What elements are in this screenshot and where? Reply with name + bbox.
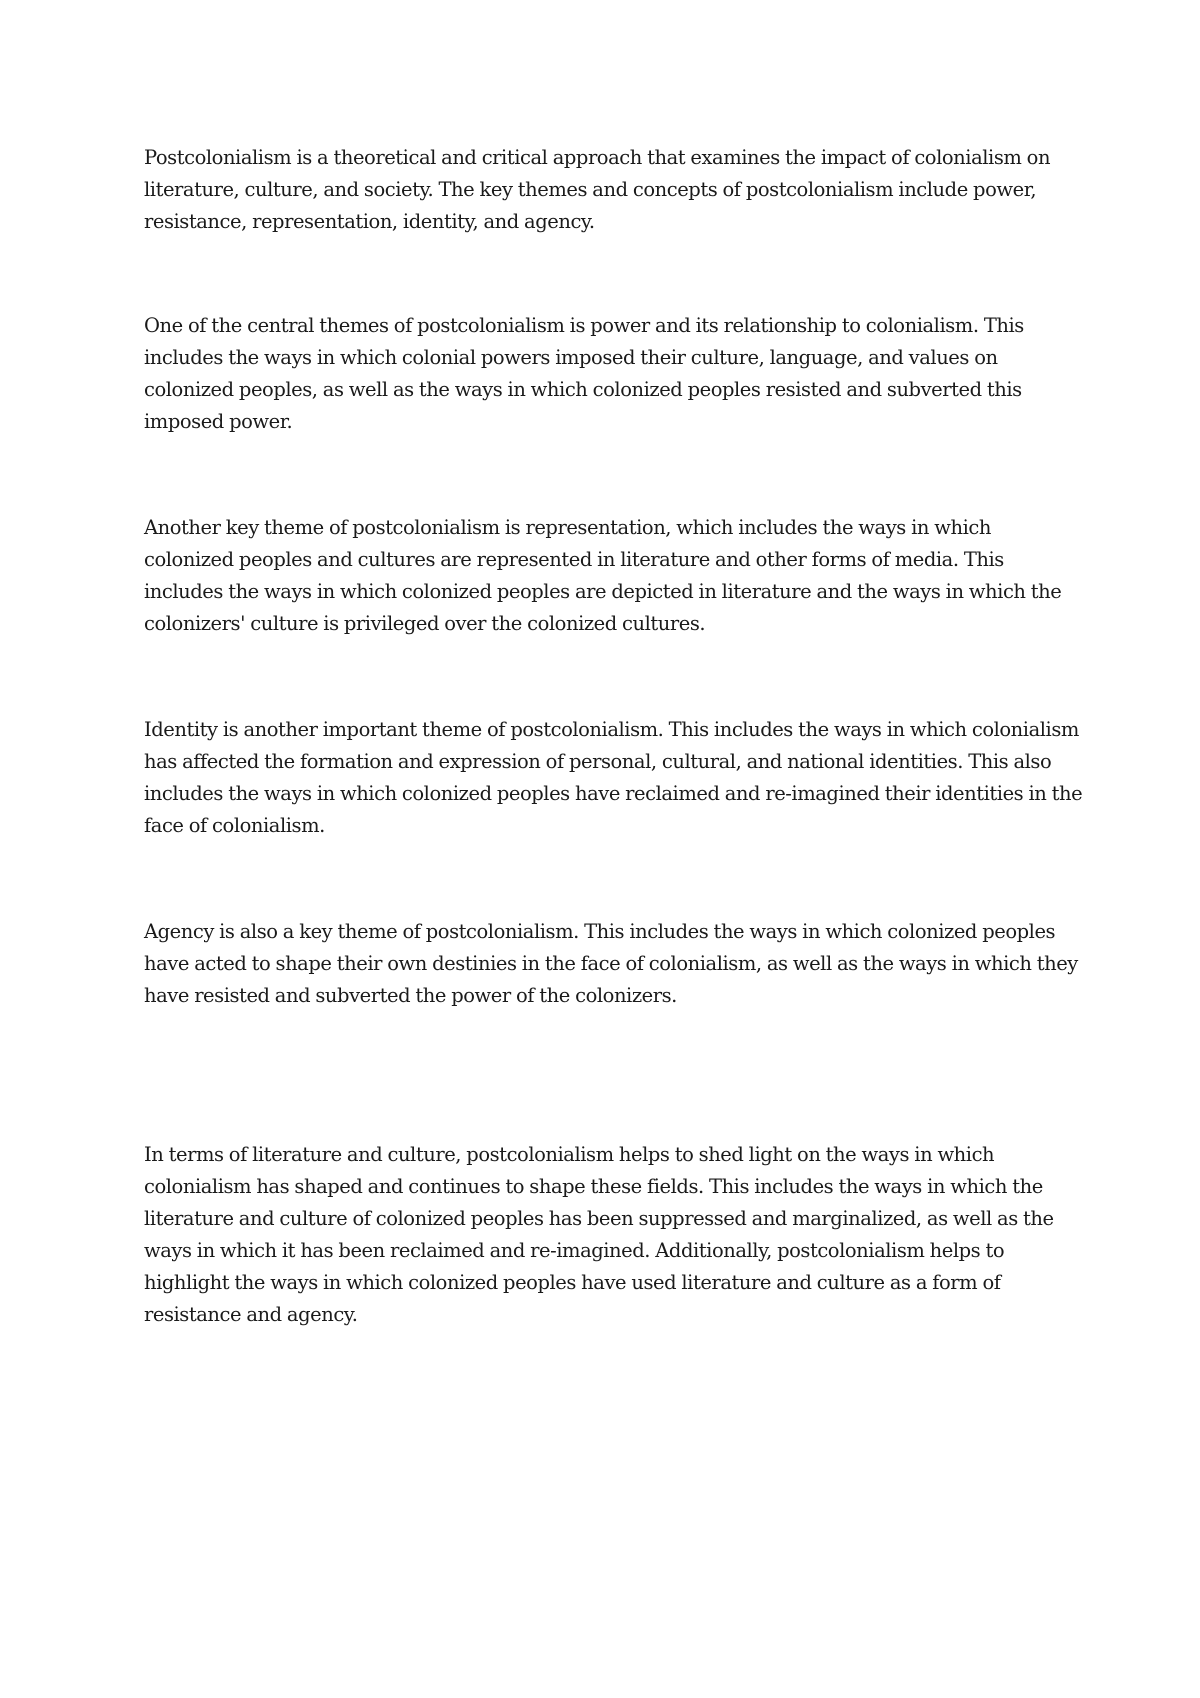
paragraph-agency: Agency is also a key theme of postcolonialism. This includes the ways in which colonized peoples have acted to shape their own destinies in the face of colonialism, as well as the ways in which they have resisted and subverted the power of the colonizers.: [144, 920, 1078, 1007]
paragraph-power: One of the central themes of postcolonialism is power and its relationship to colonialism. This includes the ways in which colonial powers imposed their culture, language, and values on colonized peoples, as well as the ways in which colonized peoples resisted and subverted this imposed power.: [144, 314, 1024, 433]
paragraph-literature-culture: In terms of literature and culture, postcolonialism helps to shed light on the ways in which colonialism has shaped and continues to shape these fields. This includes the ways in which the literature and culture of colonized peoples has been suppressed and marginalized, as well as the ways in which it has been reclaimed and re-imagined. Additionally, postcolonialism helps to highlight the ways in which colonized peoples have used literature and culture as a form of resistance and agency.: [144, 1143, 1054, 1326]
paragraph-intro: Postcolonialism is a theoretical and critical approach that examines the impact of colonialism on literature, culture, and society. The key themes and concepts of postcolonialism include power, resistance, representation, identity, and agency.: [144, 146, 1051, 233]
paragraph-representation: Another key theme of postcolonialism is representation, which includes the ways in which colonized peoples and cultures are represented in literature and other forms of media. This includes the ways in which colonized peoples are depicted in literature and the ways in which the colonizers' culture is privileged over the colonized cultures.: [144, 516, 1062, 635]
paragraph-identity: Identity is another important theme of postcolonialism. This includes the ways in which colonialism has affected the formation and expression of personal, cultural, and national identities. This also includes the ways in which colonized peoples have reclaimed and re-imagined their identities in the face of colonialism.: [144, 718, 1083, 837]
